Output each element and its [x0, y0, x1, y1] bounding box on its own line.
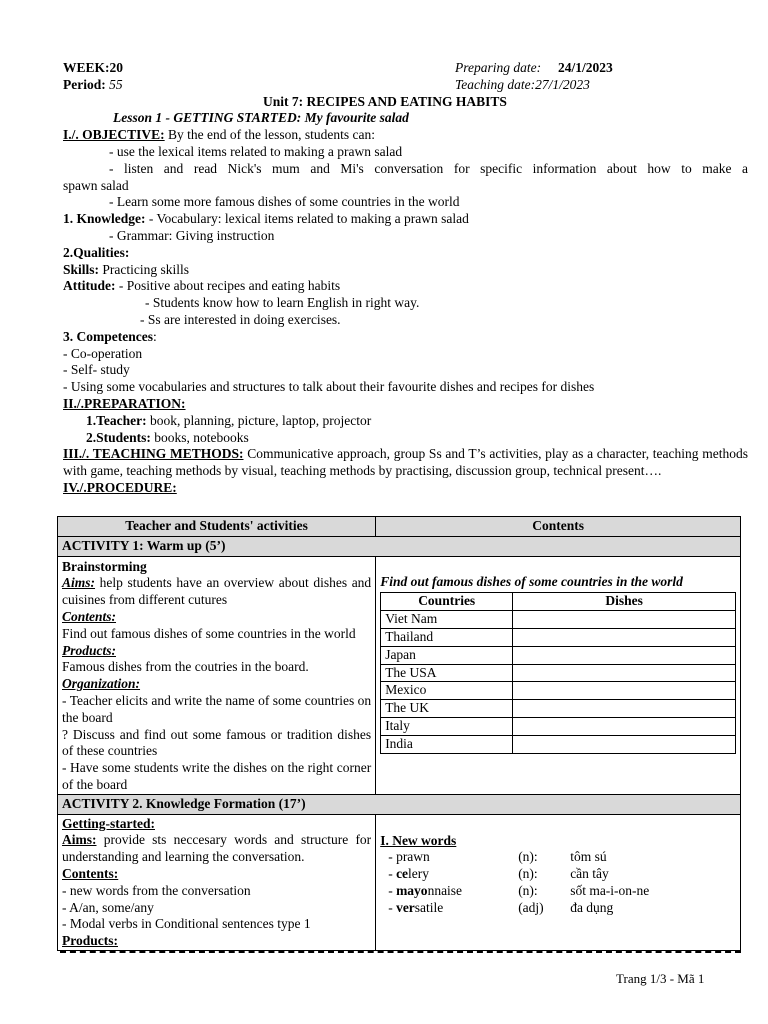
activity1-name: Brainstorming: [62, 558, 147, 574]
column-header-contents: Contents: [376, 517, 741, 537]
methods-heading: III./. TEACHING METHODS:: [63, 446, 244, 462]
aims-label: Aims:: [62, 575, 96, 591]
procedure-table: [57, 516, 741, 951]
country-cell: Thailand: [381, 628, 513, 646]
lesson-title: Lesson 1 - GETTING STARTED: My favourite salad: [113, 110, 409, 126]
skills-text: Practicing skills: [99, 261, 190, 277]
word-type: (adj): [518, 899, 544, 915]
dish-cell[interactable]: [513, 664, 736, 682]
objective-heading-row: [63, 127, 748, 144]
competences-heading: [63, 329, 748, 346]
new-word: - versatile: [388, 899, 444, 915]
skills-row: [63, 262, 748, 279]
new-word-row: [380, 883, 736, 900]
period-label: Period:: [63, 76, 106, 92]
country-cell: Italy: [381, 717, 513, 735]
dish-cell[interactable]: [513, 611, 736, 629]
contents-label: Contents:: [62, 608, 117, 624]
organization-item: - Teacher elicits and write the name of some countries on the board: [62, 692, 372, 725]
objective-item: spawn salad: [63, 177, 129, 193]
attitude-text: - Ss are interested in doing exercises.: [140, 311, 341, 327]
word-meaning: tôm sú: [570, 849, 607, 865]
competences-label: 3. Competences: [63, 328, 153, 344]
students-label: 2.Students:: [86, 429, 151, 445]
new-word: - mayonnaise: [388, 882, 463, 898]
word-meaning: đa dụng: [570, 899, 614, 915]
competences-colon: :: [152, 328, 157, 344]
objective-item: - Learn some more famous dishes of some countries in the world: [109, 194, 460, 210]
new-word-row: [380, 866, 736, 883]
preparation-heading: II./.PREPARATION:: [63, 395, 186, 411]
knowledge-text: - Vocabulary: lexical items related to making a prawn salad: [145, 211, 469, 227]
teaching-label: Teaching date:: [455, 76, 536, 92]
products-text: Famous dishes from the coutries in the board.: [62, 659, 309, 675]
skills-label: Skills:: [63, 261, 100, 277]
objective-heading: I./. OBJECTIVE:: [63, 127, 165, 143]
page-break-divider: [60, 951, 741, 953]
week-row: [63, 60, 748, 77]
country-cell: Mexico: [381, 682, 513, 700]
knowledge-row: [63, 211, 748, 228]
country-cell: The USA: [381, 664, 513, 682]
attitude-row: [63, 278, 748, 295]
competence-item: - Self- study: [63, 362, 130, 378]
word-meaning: sốt ma-i-on-ne: [570, 882, 650, 898]
dish-cell[interactable]: [513, 717, 736, 735]
country-cell: Japan: [381, 646, 513, 664]
aims-text: help students have an overview about dishes and cuisines from different cutures: [62, 575, 372, 608]
contents-item: - new words from the conversation: [62, 882, 251, 898]
dishes-header: Dishes: [513, 593, 736, 611]
contents-item: - A/an, some/any: [62, 899, 154, 915]
competence-item: - Co-operation: [63, 345, 143, 361]
procedure-heading: IV./.PROCEDURE:: [63, 479, 177, 495]
page-footer: Trang 1/3 - Mã 1: [616, 971, 705, 986]
column-header-activities: Teacher and Students' activities: [58, 517, 376, 537]
dish-cell[interactable]: [513, 735, 736, 753]
countries-dishes-table: [380, 592, 736, 753]
new-word-row: [380, 900, 736, 917]
activity2-contents-cell: [376, 814, 741, 950]
knowledge-grammar: - Grammar: Giving instruction: [109, 227, 275, 243]
document-page: [63, 60, 748, 497]
new-word: - prawn: [388, 849, 430, 865]
aims-label: Aims:: [62, 832, 97, 848]
week-value: 20: [109, 60, 124, 75]
teacher-row: [63, 413, 748, 430]
organization-label: Organization:: [62, 676, 141, 692]
country-cell: The UK: [381, 700, 513, 718]
country-cell: India: [381, 735, 513, 753]
activity2-activities-cell: [58, 814, 376, 950]
preparing-label: Preparing date:: [455, 60, 542, 75]
teaching-date: 27/1/2023: [535, 76, 590, 92]
aims-text: provide sts neccesary words and structure for understanding and learning the conversation.: [62, 832, 372, 865]
students-text: books, notebooks: [150, 429, 249, 445]
objective-item: - listen and read Nick's mum and Mi's conversation for specific information about how to make a: [109, 160, 748, 176]
new-word: - celery: [388, 866, 430, 882]
task-title: Find out famous dishes of some countries in the world: [380, 573, 683, 589]
students-row: [63, 430, 748, 447]
activity1-aims: [62, 575, 371, 609]
country-cell: Viet Nam: [381, 611, 513, 629]
teaching-date-row: [455, 77, 590, 94]
attitude-text: - Positive about recipes and eating habits: [115, 278, 341, 294]
preparing-date-row: [455, 60, 613, 77]
unit-title: Unit 7: RECIPES AND EATING HABITS: [263, 93, 507, 109]
dish-cell[interactable]: [513, 646, 736, 664]
period-value: 55: [109, 76, 123, 92]
objective-intro: By the end of the lesson, students can:: [164, 127, 375, 143]
activity2-title: ACTIVITY 2. Knowledge Formation (17’): [58, 794, 741, 814]
dish-cell[interactable]: [513, 700, 736, 718]
attitude-label: Attitude:: [63, 278, 116, 294]
getting-started-label: Getting-started:: [62, 815, 155, 831]
organization-item: - Have some students write the dishes on the right corner of the board: [62, 760, 372, 792]
activity1-activities-cell: [58, 556, 376, 794]
word-type: (n):: [518, 866, 538, 882]
objective-item: - use the lexical items related to making a prawn salad: [109, 143, 403, 159]
word-meaning: cần tây: [570, 866, 609, 882]
contents-item: - Modal verbs in Conditional sentences type 1: [62, 916, 311, 932]
new-words-title: I. New words: [380, 832, 457, 848]
teacher-text: book, planning, picture, laptop, projector: [146, 412, 372, 428]
attitude-text: - Students know how to learn English in right way.: [145, 295, 420, 311]
dish-cell[interactable]: [513, 682, 736, 700]
activity2-aims: [62, 832, 371, 866]
contents-label: Contents:: [62, 865, 119, 881]
word-type: (n):: [518, 849, 538, 865]
organization-item: ? Discuss and find out some famous or tradition dishes of these countries: [62, 726, 372, 759]
methods-paragraph: [63, 446, 748, 480]
products-label: Products:: [62, 933, 118, 949]
contents-text: Find out famous dishes of some countries in the world: [62, 625, 356, 641]
activity1-title: ACTIVITY 1: Warm up (5’): [58, 536, 741, 556]
dish-cell[interactable]: [513, 628, 736, 646]
qualities-label: 2.Qualities:: [63, 244, 130, 260]
countries-header: Countries: [381, 593, 513, 611]
week-label: WEEK:: [63, 60, 110, 75]
new-word-row: [380, 849, 736, 866]
preparing-date: 24/1/2023: [557, 60, 613, 75]
word-type: (n):: [518, 882, 538, 898]
competence-item: - Using some vocabularies and structures to talk about their favourite dishes and recipes for dishes: [63, 379, 595, 395]
activity1-contents-cell: [376, 556, 741, 794]
methods-text: Communicative approach, group Ss and T’s activities, play as a character, teaching methods with game, teaching methods by visual, teaching methods by practising, discussion group, technical present….: [63, 446, 748, 479]
period-row: [63, 77, 748, 94]
teacher-label: 1.Teacher:: [86, 412, 147, 428]
knowledge-label: 1. Knowledge:: [63, 211, 146, 227]
products-label: Products:: [62, 642, 116, 658]
